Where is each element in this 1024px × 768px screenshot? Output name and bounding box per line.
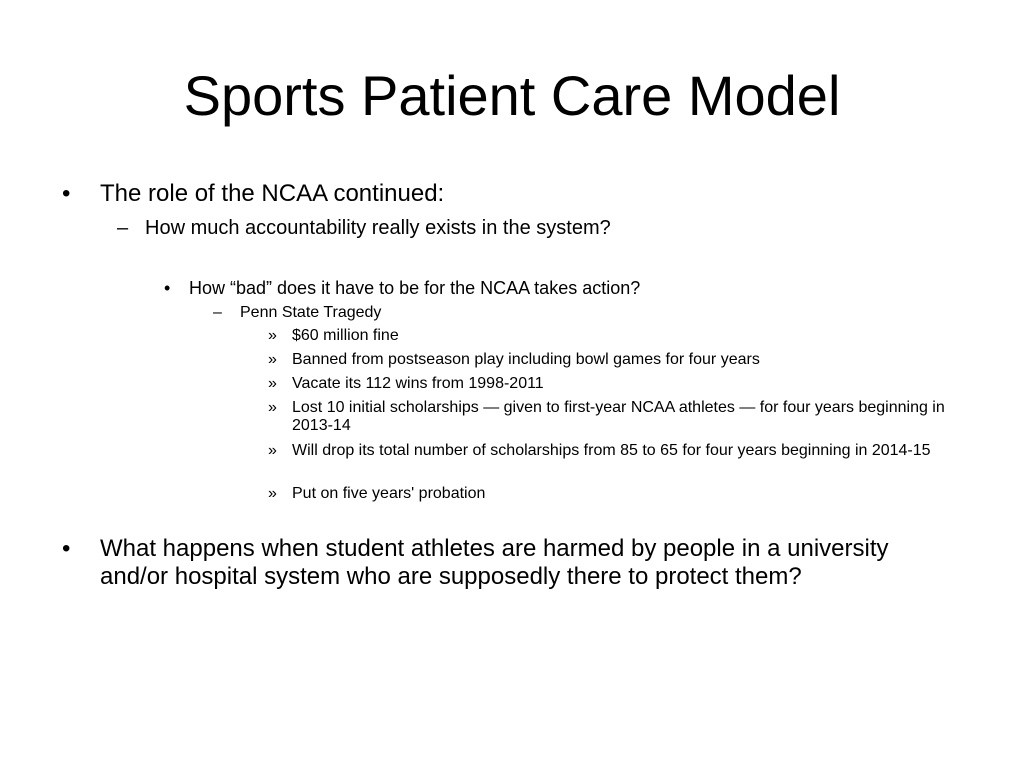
level5-item — [268, 399, 948, 435]
bullet-marker: • — [164, 278, 171, 298]
bullet-text: What happens when student athletes are harmed by people in a university and/or hospital system who are supposedly there to protect them? — [100, 535, 889, 590]
bullet-marker: • — [62, 535, 71, 562]
sub-bullet-item — [117, 216, 917, 240]
level5-text: Will drop its total number of scholarships from 85 to 65 for four years beginning in 2014-15 — [292, 442, 931, 459]
level5-text: Vacate its 112 wins from 1998-2011 — [292, 375, 544, 392]
sub-bullet-text: How much accountability really exists in the system? — [145, 217, 611, 239]
bullet-text: The role of the NCAA continued: — [100, 180, 445, 207]
level4-item — [213, 303, 913, 323]
level5-text: Banned from postseason play including bowl games for four years — [292, 351, 760, 368]
guillemet-marker: » — [268, 327, 277, 344]
bullet-item — [62, 535, 922, 591]
sub-sub-bullet-item — [164, 277, 924, 299]
guillemet-marker: » — [268, 375, 277, 392]
guillemet-marker: » — [268, 399, 277, 416]
guillemet-marker: » — [268, 351, 277, 368]
bullet-marker: • — [62, 180, 71, 207]
level5-text: $60 million fine — [292, 327, 399, 344]
guillemet-marker: » — [268, 485, 277, 502]
level5-item — [268, 375, 948, 393]
level5-item — [268, 351, 948, 369]
sub-sub-bullet-text: How “bad” does it have to be for the NCAA takes action? — [189, 278, 641, 298]
guillemet-marker: » — [268, 442, 277, 459]
level4-text: Penn State Tragedy — [240, 304, 382, 321]
dash-marker: – — [117, 217, 129, 239]
level5-item — [268, 442, 948, 460]
slide-title: Sports Patient Care Model — [183, 64, 841, 127]
level5-item — [268, 485, 948, 503]
level5-text: Lost 10 initial scholarships — given to first-year NCAA athletes — for four years beginning in 2013-14 — [292, 399, 945, 434]
dash-marker: – — [213, 304, 222, 321]
level5-text: Put on five years' probation — [292, 485, 486, 502]
bullet-item — [62, 180, 962, 208]
level5-item — [268, 327, 948, 345]
